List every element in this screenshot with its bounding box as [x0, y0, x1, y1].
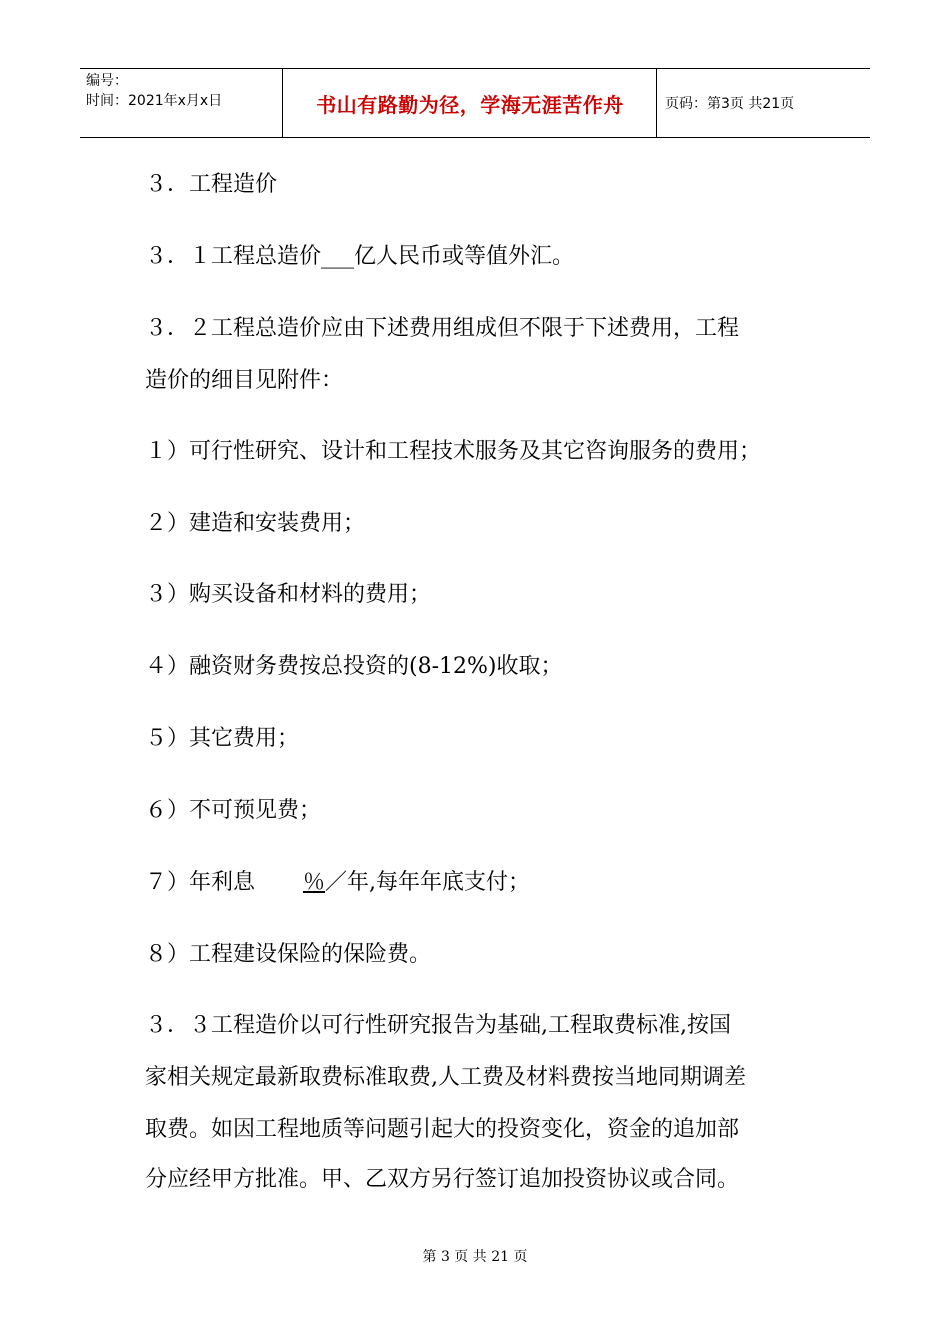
amount-blank: ___ [321, 244, 355, 269]
clause-3-2-line2: 造价的细目见附件： [145, 368, 344, 393]
header-motto: 书山有路勤为径，学海无涯苦作舟 [316, 92, 624, 117]
page-footer: 第 3 页 共 21 页 [422, 1249, 528, 1265]
list-item-1: １）可行性研究、设计和工程技术服务及其它咨询服务的费用； [145, 439, 762, 464]
clause-3-1 [145, 230, 574, 284]
list-item-8: ８）工程建设保险的保险费。 [145, 942, 432, 967]
header-divider [656, 69, 657, 137]
clause-3-1-text: ３．１工程总造价 [145, 244, 322, 269]
clause-3-3-line2: 家相关规定最新取费标准取费,人工费及材料费按当地同期调差 [145, 1065, 746, 1090]
list-item-6: ６）不可预见费； [145, 798, 322, 823]
list-item-4: ４）融资财务费按总投资的(8-12%)收取； [145, 654, 563, 679]
header-meta [86, 71, 222, 111]
header-divider [282, 69, 283, 137]
document-number-label: 编号： [86, 73, 128, 89]
clause-3-2-line1: ３．２工程总造价应由下述费用组成但不限于下述费用，工程 [145, 316, 740, 341]
list-item-2: ２）建造和安装费用； [145, 511, 366, 536]
list-item-7 [145, 856, 530, 910]
clause-3-3-line3: 取费。如因工程地质等问题引起大的投资变化，资金的追加部 [145, 1117, 740, 1142]
list-item-5: ５）其它费用； [145, 726, 300, 751]
list-item-7-label: ７）年利息 [145, 870, 256, 895]
list-item-3: ３）购买设备和材料的费用； [145, 582, 432, 607]
interest-percent: ％ [303, 870, 326, 895]
page-header [80, 68, 870, 138]
header-page-info: 页码：第3页 共21页 [665, 96, 795, 112]
list-item-7-rest: ／年,每年年底支付； [325, 870, 531, 895]
section-heading: ３．工程造价 [145, 172, 278, 197]
document-date: 时间：2021年x月x日 [86, 93, 223, 109]
clause-3-3-line1: ３．３工程造价以可行性研究报告为基础,工程取费标准,按国 [145, 1013, 731, 1038]
clause-3-1-unit: 亿人民币或等值外汇。 [354, 244, 575, 269]
clause-3-3-line4: 分应经甲方批准。甲、乙双方另行签订追加投资协议或合同。 [145, 1167, 740, 1192]
